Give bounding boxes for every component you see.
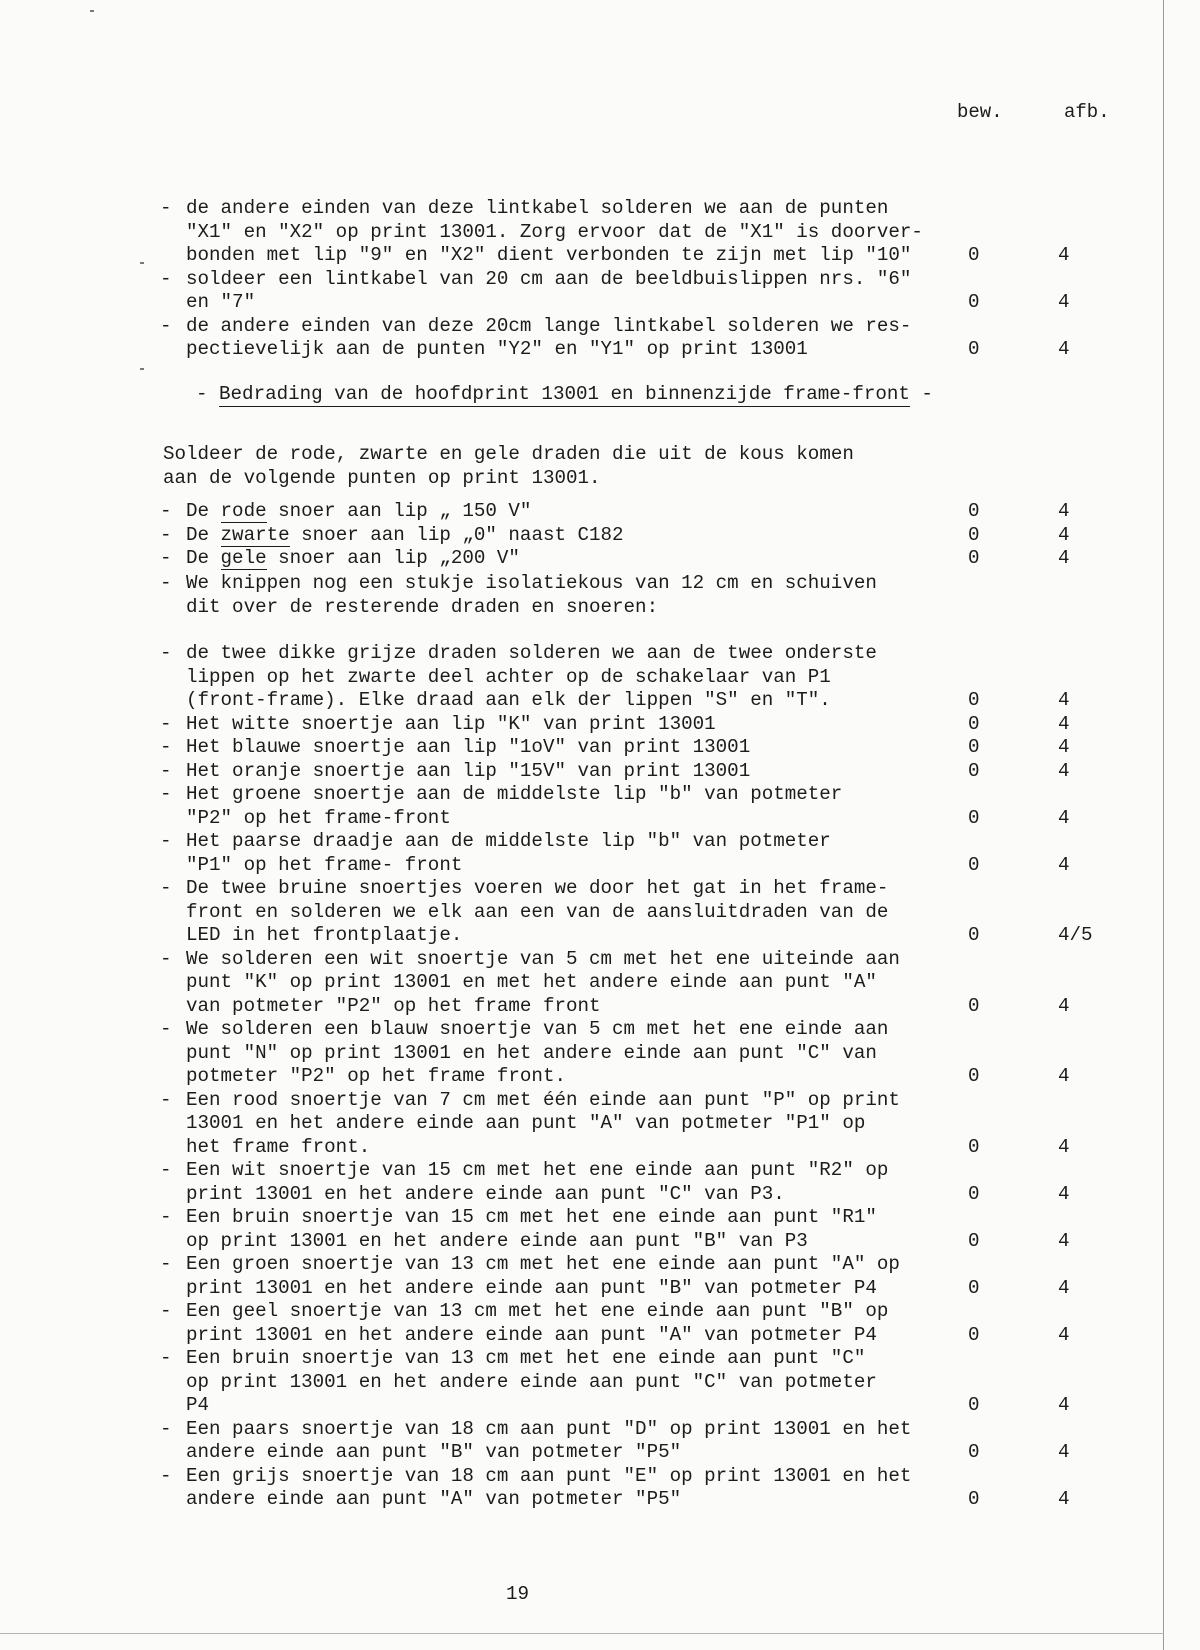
entry-line: andere einde aan punt "B" van potmeter "P5" <box>186 1441 682 1463</box>
afb-figure-value: 4 <box>1058 244 1070 266</box>
entry-line: Een wit snoertje van 15 cm met het ene einde aan punt "R2" op <box>186 1159 889 1181</box>
entry-line: en "7" <box>186 291 256 313</box>
entry-line: De twee bruine snoertjes voeren we door het gat in het frame- <box>186 877 889 899</box>
entry-suffix: snoer aan lip „0" naast C182 <box>289 523 624 546</box>
entry-line: de andere einden van deze 20cm lange lintkabel solderen we res- <box>186 314 912 337</box>
list-dash: - <box>160 759 172 782</box>
bew-check-value: 0 <box>968 1323 980 1346</box>
entry-line: Een geel snoertje van 13 cm met het ene einde aan punt "B" op <box>186 1300 889 1322</box>
list-dash: - <box>160 712 172 735</box>
entry-line <box>186 500 956 524</box>
entry-line: Het witte snoertje aan lip "K" van print 13001 <box>186 712 716 735</box>
bew-check-value: 0 <box>968 712 980 735</box>
list-dash: - <box>160 947 172 970</box>
list-dash: - <box>160 736 172 758</box>
heading-suffix: - <box>909 383 933 405</box>
afb-figure-value: 4 <box>1058 1229 1070 1252</box>
afb-figure-value: 4 <box>1058 1488 1070 1510</box>
entry-line: Een rood snoertje van 7 cm met één einde aan punt "P" op print <box>186 1088 900 1111</box>
list-dash: - <box>160 877 172 899</box>
list-dash: - <box>160 783 172 805</box>
intro-line-1: Soldeer de rode, zwarte en gele draden die uit de kous komen <box>163 443 854 465</box>
heading-prefix: - <box>196 383 220 405</box>
entry-line: op print 13001 en het andere einde aan punt "C" van potmeter <box>186 1370 877 1393</box>
entry-line: Een grijs snoertje van 18 cm aan punt "E" op print 13001 en het <box>186 1464 912 1487</box>
afb-figure-value: 4 <box>1058 736 1070 758</box>
afb-figure-value: 4 <box>1058 853 1070 876</box>
section-heading <box>196 383 933 407</box>
entry-prefix: De <box>186 547 221 569</box>
list-dash: - <box>160 1253 172 1275</box>
list-dash: - <box>160 1347 172 1369</box>
entry-line: Het paarse draadje aan de middelste lip "b" van potmeter <box>186 830 831 852</box>
list-dash: - <box>160 1206 172 1228</box>
bew-check-value: 0 <box>968 689 980 711</box>
bew-check-value: 0 <box>968 1394 980 1416</box>
entry-line: We solderen een wit snoertje van 5 cm met het ene uiteinde aan <box>186 947 900 970</box>
entry-line: Een bruin snoertje van 15 cm met het ene einde aan punt "R1" <box>186 1206 877 1228</box>
list-dash: - <box>160 547 172 569</box>
bew-check-value: 0 <box>968 1276 980 1299</box>
list-dash: - <box>160 1088 172 1111</box>
scan-speck <box>140 368 144 370</box>
bew-check-value: 0 <box>968 759 980 782</box>
bew-check-value: 0 <box>968 244 980 266</box>
bew-check-value: 0 <box>968 1182 980 1205</box>
afb-figure-value: 4 <box>1058 759 1070 782</box>
entry-line: "P2" op het frame-front <box>186 806 451 829</box>
afb-figure-value: 4 <box>1058 291 1070 313</box>
afb-figure-value: 4 <box>1058 500 1070 522</box>
entry-line: "X1" en "X2" op print 13001. Zorg ervoor dat de "X1" is doorver- <box>186 220 923 243</box>
bew-check-value: 0 <box>968 924 980 946</box>
intro-line-2: aan de volgende punten op print 13001. <box>163 466 601 489</box>
entry-line: bonden met lip "9" en "X2" dient verbonden te zijn met lip "10" <box>186 244 912 266</box>
bew-check-value: 0 <box>968 291 980 313</box>
bew-check-value: 0 <box>968 338 980 360</box>
afb-figure-value: 4 <box>1058 523 1070 546</box>
bew-check-value: 0 <box>968 736 980 758</box>
afb-figure-value: 4 <box>1058 994 1070 1017</box>
wire-color-word: zwarte <box>220 523 290 546</box>
entry-line: pectievelijk aan de punten "Y2" en "Y1" op print 13001 <box>186 338 808 360</box>
entry-suffix: snoer aan lip „ 150 V" <box>266 500 532 522</box>
entry-line: P4 <box>186 1394 210 1416</box>
afb-figure-value: 4 <box>1058 338 1070 360</box>
entry-line: Een paars snoertje van 18 cm aan punt "D" op print 13001 en het <box>186 1417 912 1440</box>
entry-line: punt "K" op print 13001 en met het andere einde aan punt "A" <box>186 971 877 993</box>
entry-prefix: De <box>186 523 221 546</box>
page-number: 19 <box>506 1583 530 1605</box>
bew-check-value: 0 <box>968 806 980 829</box>
list-dash: - <box>160 1300 172 1322</box>
list-dash: - <box>160 1159 172 1181</box>
wire-color-word: gele <box>220 547 267 569</box>
list-dash: - <box>160 1018 172 1040</box>
entry-line: "P1" op het frame- front <box>186 853 463 876</box>
afb-figure-value: 4 <box>1058 1276 1070 1299</box>
entry-line <box>186 547 956 571</box>
afb-figure-value: 4 <box>1058 1065 1070 1087</box>
list-dash: - <box>160 267 172 290</box>
scan-speck <box>140 262 144 264</box>
list-dash: - <box>160 642 172 664</box>
afb-figure-value: 4 <box>1058 689 1070 711</box>
entry-line: lippen op het zwarte deel achter op de schakelaar van P1 <box>186 665 831 688</box>
list-dash: - <box>160 197 172 219</box>
column-header-afb: afb. <box>1064 101 1110 123</box>
entry-line: de twee dikke grijze draden solderen we aan de twee onderste <box>186 642 877 664</box>
bew-check-value: 0 <box>968 1441 980 1463</box>
entry-line: op print 13001 en het andere einde aan punt "B" van P3 <box>186 1229 808 1252</box>
list-dash: - <box>160 1417 172 1440</box>
bew-check-value: 0 <box>968 1065 980 1087</box>
heading-title: Bedrading van de hoofdprint 13001 en binnenzijde frame-front <box>219 383 910 405</box>
afb-figure-value: 4 <box>1058 1441 1070 1463</box>
entry-line: dit over de resterende draden en snoeren: <box>186 595 659 618</box>
afb-figure-value: 4 <box>1058 1323 1070 1346</box>
entry-line: Het groene snoertje aan de middelste lip "b" van potmeter <box>186 783 843 805</box>
entry-suffix: snoer aan lip „200 V" <box>266 547 520 569</box>
bew-check-value: 0 <box>968 994 980 1017</box>
entry-line: Het oranje snoertje aan lip "15V" van print 13001 <box>186 759 751 782</box>
entry-line: de andere einden van deze lintkabel solderen we aan de punten <box>186 197 889 219</box>
list-dash: - <box>160 523 172 546</box>
afb-figure-value: 4 <box>1058 1182 1070 1205</box>
entry-line: Het blauwe snoertje aan lip "1oV" van print 13001 <box>186 736 751 758</box>
list-dash: - <box>160 314 172 337</box>
list-dash: - <box>160 1464 172 1487</box>
entry-line <box>186 524 956 548</box>
bew-check-value: 0 <box>968 523 980 546</box>
list-dash: - <box>160 830 172 852</box>
entry-line: soldeer een lintkabel van 20 cm aan de beeldbuislippen nrs. "6" <box>186 267 912 290</box>
afb-figure-value: 4 <box>1058 547 1070 569</box>
bew-check-value: 0 <box>968 1229 980 1252</box>
afb-figure-value: 4 <box>1058 712 1070 735</box>
entry-line: van potmeter "P2" op het frame front <box>186 994 601 1017</box>
entry-line: (front-frame). Elke draad aan elk der lippen "S" en "T". <box>186 689 831 711</box>
entry-line: We knippen nog een stukje isolatiekous van 12 cm en schuiven <box>186 572 877 594</box>
bew-check-value: 0 <box>968 1135 980 1158</box>
afb-figure-value: 4 <box>1058 1135 1070 1158</box>
afb-figure-value: 4/5 <box>1058 924 1093 946</box>
entry-line: punt "N" op print 13001 en het andere einde aan punt "C" van <box>186 1041 877 1064</box>
entry-line: front en solderen we elk aan een van de aansluitdraden van de <box>186 900 889 923</box>
bew-check-value: 0 <box>968 1488 980 1510</box>
entry-line: We solderen een blauw snoertje van 5 cm met het ene einde aan <box>186 1018 889 1040</box>
entry-prefix: De <box>186 500 221 522</box>
afb-figure-value: 4 <box>1058 1394 1070 1416</box>
entry-line: het frame front. <box>186 1135 371 1158</box>
bew-check-value: 0 <box>968 547 980 569</box>
entry-line: 13001 en het andere einde aan punt "A" van potmeter "P1" op <box>186 1112 866 1134</box>
entry-line: potmeter "P2" op het frame front. <box>186 1065 566 1087</box>
afb-figure-value: 4 <box>1058 806 1070 829</box>
wire-color-word: rode <box>220 500 267 522</box>
entry-line: andere einde aan punt "A" van potmeter "P5" <box>186 1488 682 1510</box>
entry-line: print 13001 en het andere einde aan punt "C" van P3. <box>186 1182 785 1205</box>
scan-speck <box>90 10 94 12</box>
bew-check-value: 0 <box>968 853 980 876</box>
entry-line: print 13001 en het andere einde aan punt "B" van potmeter P4 <box>186 1276 877 1299</box>
column-header-bew: bew. <box>957 101 1003 123</box>
list-dash: - <box>160 500 172 522</box>
entry-line: Een bruin snoertje van 13 cm met het ene einde aan punt "C" <box>186 1347 866 1369</box>
list-dash: - <box>160 572 172 594</box>
bew-check-value: 0 <box>968 500 980 522</box>
entry-line: print 13001 en het andere einde aan punt "A" van potmeter P4 <box>186 1323 877 1346</box>
entry-line: LED in het frontplaatje. <box>186 924 463 946</box>
entry-line: Een groen snoertje van 13 cm met het ene einde aan punt "A" op <box>186 1253 900 1275</box>
